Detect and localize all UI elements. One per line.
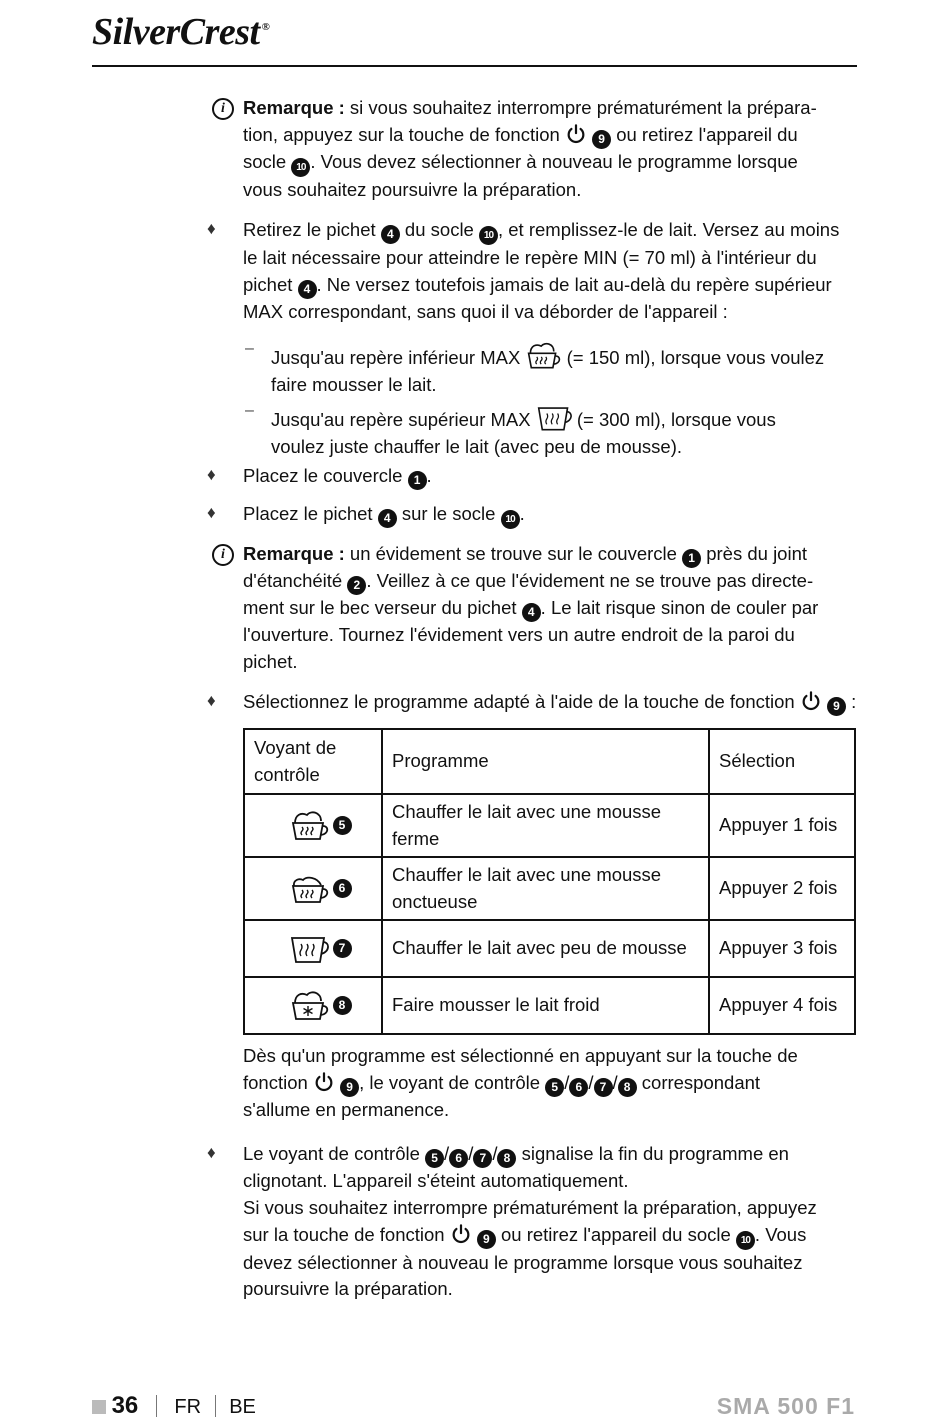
language-fr: FR xyxy=(174,1396,202,1418)
bullet-icon: ♦ xyxy=(207,219,216,238)
dash-icon: – xyxy=(245,340,254,357)
selection-cell: Appuyer 3 fois xyxy=(709,920,855,977)
power-icon xyxy=(565,123,587,145)
model-number: SMA 500 F1 xyxy=(716,1393,855,1419)
footer-page-info xyxy=(92,1392,256,1420)
program-cell: Faire mousser le lait froid xyxy=(382,977,709,1034)
bullet-place-lid: Placez le couvercle 1 . xyxy=(243,463,858,490)
power-icon xyxy=(800,690,822,712)
cup-foam-icon xyxy=(289,809,329,843)
table-row: 8 Faire mousser le lait froid Appuyer 4 fois xyxy=(244,977,855,1034)
header-indicator: Voyant de contrôle xyxy=(244,729,382,794)
selection-cell: Appuyer 2 fois xyxy=(709,857,855,920)
cup-plain-icon xyxy=(536,402,572,434)
bullet-fill-jug: Retirez le pichet 4 du socle 10 , et remplissez-le de lait. Versez au moins le lait nécessaire pour atteindre le repère MIN (= 70 ml) à l'intérieur du pichet 4 . Ne versez toutefois jamais de lait au-delà du repère supérieur MAX correspondant, sans quoi il va déborder de l'appareil : xyxy=(243,219,840,322)
language-be: BE xyxy=(229,1396,256,1418)
power-icon xyxy=(313,1071,335,1093)
bullet-icon: ♦ xyxy=(207,503,216,522)
info-icon: i xyxy=(212,98,234,120)
cup-cold-icon xyxy=(289,989,329,1023)
selection-cell: Appuyer 4 fois xyxy=(709,977,855,1034)
bullet-icon: ♦ xyxy=(207,1143,216,1162)
table-row: 5 Chauffer le lait avec une mousse ferme Appuyer 1 fois xyxy=(244,794,855,857)
selection-cell: Appuyer 1 fois xyxy=(709,794,855,857)
cup-plain-icon xyxy=(289,932,329,966)
bullet-place-jug: Placez le pichet 4 sur le socle 10 . xyxy=(243,501,858,529)
sub-item-300ml: Jusqu'au repère supérieur MAX (= 300 ml), lorsque vous voulez juste chauffer le lait (avec peu de mousse). xyxy=(271,402,861,461)
bullet-icon: ♦ xyxy=(207,691,216,710)
page-number: 36 xyxy=(111,1392,139,1419)
table-header-row xyxy=(244,729,855,794)
header-rule xyxy=(92,65,857,67)
note-1: Remarque : si vous souhaitez interrompre prématurément la prépara- tion, appuyez sur la touche de fonction 9 ou retirez l'appareil du socle 10 . Vous devez sélectionner à nouveau le programme lorsque vous souhaitez poursuivre la préparation. xyxy=(243,97,817,200)
cup-foam-icon xyxy=(525,340,561,372)
cup-foam-creamy-icon xyxy=(289,872,329,906)
program-cell: Chauffer le lait avec peu de mousse xyxy=(382,920,709,977)
bullet-select-program: Sélectionnez le programme adapté à l'aide de la touche de fonction 9 : xyxy=(243,689,868,716)
square-icon xyxy=(92,1400,106,1414)
header-program: Programme xyxy=(382,729,709,794)
bullet-program-end: Le voyant de contrôle 5 / 6 / 7 / 8 signalise la fin du programme en clignotant. L'appareil s'éteint automatiquement. Si vous souhaitez interrompre prématurément la préparation, appuyez sur la touche de fonction 9 ou retirez l'appareil du socle 10 . Vous devez sélectionner à nouveau le programme lorsque vous souhaitez poursuivre la préparation. xyxy=(243,1143,817,1300)
table-row: 7 Chauffer le lait avec peu de mousse Appuyer 3 fois xyxy=(244,920,855,977)
power-icon xyxy=(450,1223,472,1245)
program-table xyxy=(243,728,856,1035)
program-cell: Chauffer le lait avec une mousse ferme xyxy=(382,794,709,857)
table-row: 6 Chauffer le lait avec une mousse onctueuse Appuyer 2 fois xyxy=(244,857,855,920)
brand-logo: SilverCrest ® xyxy=(92,11,270,53)
bullet-icon: ♦ xyxy=(207,465,216,484)
note-2: Remarque : un évidement se trouve sur le couvercle 1 près du joint d'étanchéité 2 . Veillez à ce que l'évidement ne se trouve pas directe- ment sur le bec verseur du pichet 4 . Le lait risque sinon de couler par l'ouverture. Tournez l'évidement vers un autre endroit de la paroi du pichet. xyxy=(243,543,819,672)
info-icon: i xyxy=(212,544,234,566)
program-cell: Chauffer le lait avec une mousse onctueuse xyxy=(382,857,709,920)
dash-icon: – xyxy=(245,402,254,419)
after-table-text: Dès qu'un programme est sélectionné en appuyant sur la touche de fonction 9 , le voyant de contrôle 5 / 6 / 7 / 8 correspondant s'allume en permanence. xyxy=(243,1045,798,1120)
sub-item-150ml: Jusqu'au repère inférieur MAX (= 150 ml), lorsque vous voulez faire mousser le lait. xyxy=(271,340,861,399)
header-selection: Sélection xyxy=(709,729,855,794)
